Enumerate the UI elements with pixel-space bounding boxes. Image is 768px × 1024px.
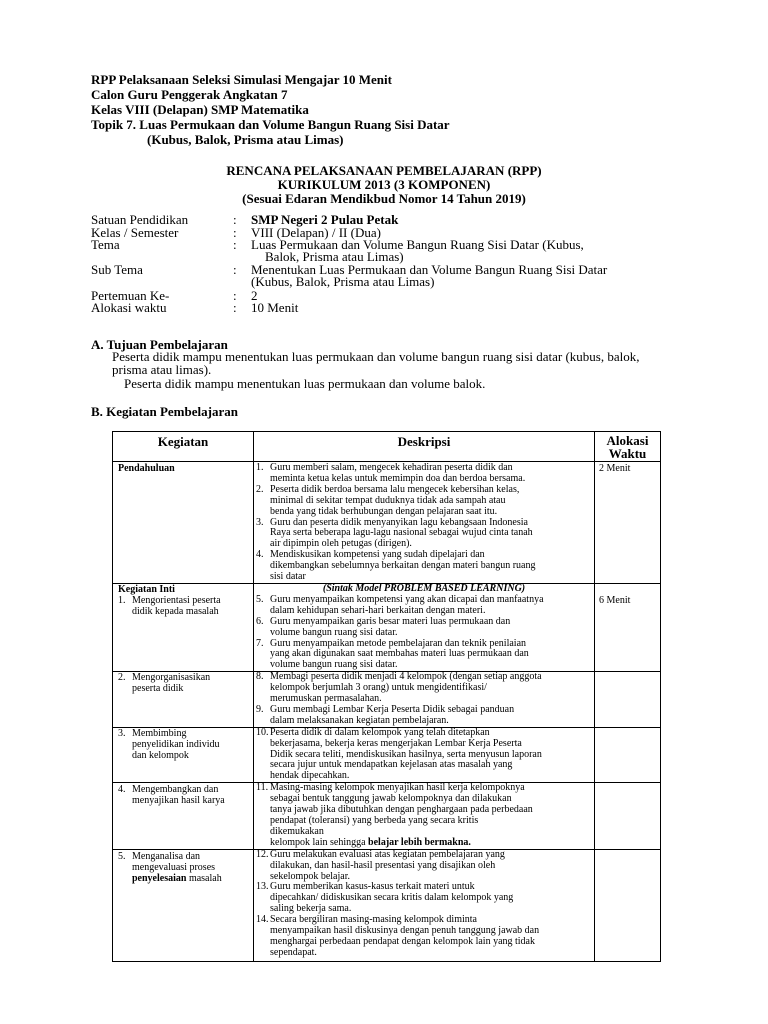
item-number: 9. — [256, 703, 264, 715]
item-line: sebagai bentuk tanggung jawab kelompoknya dan dilakukan — [270, 793, 512, 805]
item-line: menyampaikan hasil diskusinya dengan penuh tanggung jawab dan — [270, 925, 540, 937]
doc-title: RENCANA PELAKSANAAN PEMBELAJARAN (RPP) — [226, 163, 542, 178]
identity-sep: : — [233, 212, 237, 227]
list-item — [256, 915, 592, 959]
step — [118, 785, 253, 807]
identity-label: Kelas / Semester — [91, 225, 179, 240]
item-line: tanya jawab jika dibutuhkan dengan penghargaan pada perbedaan — [270, 804, 533, 816]
step-list — [256, 850, 592, 959]
item-number: 10. — [256, 726, 269, 738]
list-item — [256, 850, 592, 883]
table-row — [113, 583, 661, 671]
item-line: Secara bergiliran masing-masing kelompok diminta — [270, 914, 477, 926]
pendahuluan-description — [254, 462, 595, 584]
item-number: 13. — [256, 881, 269, 893]
identity-sep: : — [233, 262, 237, 277]
item-line: pendapat (toleransi) yang berbeda yang secara kritis — [270, 815, 479, 826]
step-cell — [113, 727, 254, 783]
item-line: sependapat. — [270, 946, 317, 958]
header-alokasi — [595, 432, 661, 462]
list-item — [256, 485, 592, 518]
list-item — [256, 463, 592, 485]
item-line — [270, 838, 592, 849]
item-line: Masing-masing kelompok menyajikan hasil kerja kelompoknya — [270, 782, 525, 794]
item-line: secara jujur untuk mendapatkan kejelasan atas masalah yang — [270, 759, 513, 771]
step-name-tail: masalah — [186, 872, 222, 884]
identity-value: SMP Negeri 2 Pulau Petak — [251, 212, 399, 227]
empty-time-cell — [595, 672, 661, 728]
item-line: sekelompok belajar. — [270, 870, 350, 882]
section-a-text: Peserta didik mampu menentukan luas permukaan dan volume bangun ruang sisi datar (kubus, balok, — [112, 349, 640, 364]
step-name-line: Menganalisa dan — [132, 850, 201, 862]
step-name — [132, 673, 210, 695]
item-number: 7. — [256, 637, 264, 649]
item-line: Peserta didik di dalam kelompok yang telah ditetapkan — [270, 726, 490, 738]
identity-value: Menentukan Luas Permukaan dan Volume Bangun Ruang Sisi Datar — [251, 262, 608, 277]
item-line: Raya serta beberapa lagu-lagu nasional sebagai wujud cinta tanah — [270, 527, 533, 539]
inti-label-cell — [113, 583, 254, 671]
item-number: 8. — [256, 671, 264, 683]
list-item — [256, 639, 592, 672]
item-number: 12. — [256, 848, 269, 860]
activity-table — [112, 431, 661, 962]
identity-value-cont: Balok, Prisma atau Limas) — [265, 249, 404, 264]
step-name-line: didik kepada masalah — [132, 605, 219, 617]
step-name-bold: penyelesaian — [132, 872, 187, 884]
step-description — [254, 727, 595, 783]
item-line: Guru melakukan evaluasi atas kegiatan pembelajaran yang — [270, 848, 505, 860]
step-name-line: peserta didik — [132, 683, 184, 695]
header-alokasi-line1: Alokasi — [606, 433, 649, 448]
identity-value: 2 — [251, 288, 258, 303]
list-item — [256, 595, 592, 617]
step — [118, 852, 253, 885]
identity-label: Pertemuan Ke- — [91, 288, 170, 303]
item-line: Didik secara teliti, mendiskusikan hasilnya, serta menyusun laporan — [270, 748, 542, 760]
empty-time-cell — [595, 727, 661, 783]
identity-sep: : — [233, 237, 237, 252]
identity-label: Satuan Pendidikan — [91, 212, 189, 227]
pendahuluan-label-cell — [113, 462, 254, 584]
empty-time-cell — [595, 849, 661, 961]
item-line: volume bangun ruang sisi datar. — [270, 659, 398, 671]
item-line: volume bangun ruang sisi datar. — [270, 626, 398, 638]
step-cell — [113, 672, 254, 728]
step-name — [132, 729, 220, 762]
step-list — [256, 672, 592, 727]
identity-label: Tema — [91, 237, 120, 252]
section-a-text-cont: prisma atau limas). — [112, 362, 212, 377]
table-row — [113, 783, 661, 849]
item-line: Guru memberikan kasus-kasus terkait materi untuk — [270, 881, 475, 893]
header-alokasi-line2: Waktu — [608, 446, 647, 461]
header-line-2: Calon Guru Penggerak Angkatan 7 — [91, 87, 288, 102]
section-a-text-2: Peserta didik mampu menentukan luas permukaan dan volume balok. — [124, 376, 486, 391]
header-deskripsi: Deskripsi — [254, 432, 595, 462]
table-row — [113, 727, 661, 783]
list-item — [256, 518, 592, 551]
item-line: dikembangkan sebelumnya berkaitan dengan materi bangun ruang — [270, 560, 536, 572]
empty-time-cell — [595, 783, 661, 849]
step-name — [132, 596, 221, 618]
item-line: merumuskan permasalahan. — [270, 693, 382, 705]
item-number: 2. — [256, 483, 264, 495]
identity-sep: : — [233, 225, 237, 240]
step-number: 3. — [118, 727, 126, 739]
item-line: benda yang tidak berhubungan dengan pelajaran saat itu. — [270, 505, 498, 517]
list-item — [256, 783, 592, 848]
step-name-line: Mengembangkan dan — [132, 784, 219, 796]
table-header-row — [113, 432, 661, 462]
step-description — [254, 783, 595, 849]
step-cell — [113, 849, 254, 961]
item-line: yang akan digunakan saat membahas materi luas permukaan dan — [270, 648, 529, 660]
list-item — [256, 705, 592, 727]
step-number: 5. — [118, 850, 126, 862]
item-number: 3. — [256, 516, 264, 528]
header-kegiatan: Kegiatan — [113, 432, 254, 462]
identity-sep: : — [233, 288, 237, 303]
header-line-4: Topik 7. Luas Permukaan dan Volume Bangun Ruang Sisi Datar — [91, 117, 450, 132]
step-number: 1. — [118, 594, 126, 606]
pendahuluan-list — [256, 463, 592, 583]
step-name-line: dan kelompok — [132, 749, 189, 761]
item-line: Guru menyampaikan kompetensi yang akan dicapai dan manfaatnya — [270, 593, 544, 605]
step-name — [132, 785, 225, 807]
sintak-label: (Sintak Model PROBLEM BASED LEARNING) — [322, 582, 526, 594]
inti-time: 6 Menit — [595, 583, 661, 671]
section-b-heading: B. Kegiatan Pembelajaran — [91, 404, 238, 419]
item-line: dikemukakan — [270, 825, 324, 837]
identity-value: Luas Permukaan dan Volume Bangun Ruang Sisi Datar (Kubus, — [251, 237, 584, 252]
step — [118, 729, 253, 762]
table-row — [113, 672, 661, 728]
section-a-heading: A. Tujuan Pembelajaran — [91, 337, 228, 352]
item-number: 5. — [256, 593, 264, 605]
step-description — [254, 672, 595, 728]
step-name-line: Mengorientasi peserta — [132, 594, 221, 606]
inti-description — [254, 583, 595, 671]
table-row — [113, 462, 661, 584]
identity-label: Alokasi waktu — [91, 300, 167, 315]
item-line: sisi datar — [270, 571, 306, 583]
list-item — [256, 882, 592, 915]
inti-step — [118, 596, 253, 618]
item-line: Membagi peserta didik menjadi 4 kelompok (dengan setiap anggota — [270, 671, 542, 683]
item-line: dilakukan, dan hasil-hasil presentasi yang disajikan oleh — [270, 859, 496, 871]
item-number: 14. — [256, 914, 269, 926]
item-line: dipecahkan/ didiskusikan secara kritis dalam kelompok yang — [270, 892, 514, 904]
item-number: 1. — [256, 462, 264, 473]
step-number: 2. — [118, 672, 126, 684]
item-line: Peserta didik berdoa bersama lalu mengecek kebersihan kelas, — [270, 483, 520, 495]
identity-value: VIII (Delapan) / II (Dua) — [251, 225, 381, 240]
identity-value-cont: (Kubus, Balok, Prisma atau Limas) — [251, 274, 435, 289]
list-item — [256, 617, 592, 639]
item-line: Mendiskusikan kompetensi yang sudah dipelajari dan — [270, 549, 485, 561]
step-list — [256, 783, 592, 848]
item-line: dalam kehidupan sehari-hari berkaitan dengan materi. — [270, 604, 486, 616]
header-line-1: RPP Pelaksanaan Seleksi Simulasi Mengajar 10 Menit — [91, 72, 392, 87]
pendahuluan-time: 2 Menit — [595, 462, 661, 584]
inti-label: Kegiatan Inti — [118, 583, 175, 595]
list-item — [256, 672, 592, 705]
item-line: saling bekerja sama. — [270, 903, 352, 915]
item-number: 6. — [256, 615, 264, 627]
header-line-5: (Kubus, Balok, Prisma atau Limas) — [147, 132, 344, 147]
identity-value: 10 Menit — [251, 300, 299, 315]
list-item — [256, 550, 592, 583]
item-line: Guru dan peserta didik menyanyikan lagu kebangsaan Indonesia — [270, 516, 528, 528]
item-line: menghargai perbedaan pendapat dengan kelompok lain yang tidak — [270, 935, 535, 947]
item-line-text: kelompok lain sehingga — [270, 836, 369, 848]
item-number: 11. — [256, 782, 269, 794]
item-line: Guru memberi salam, mengecek kehadiran peserta didik dan — [270, 462, 513, 473]
item-line: dalam melaksanakan kegiatan pembelajaran. — [270, 714, 449, 726]
item-line: hendak dipecahkan. — [270, 770, 350, 782]
step-name-line — [132, 874, 222, 885]
item-line: Guru menyampaikan metode pembelajaran dan teknik penilaian — [270, 637, 527, 649]
table-row — [113, 849, 661, 961]
item-line: minimal di sekitar tempat duduknya tidak ada sampah atau — [270, 494, 506, 506]
item-line: kelompok berjumlah 3 orang) untuk mengidentifikasi/ — [270, 682, 487, 694]
item-line: air dipimpin oleh petugas (dirigen). — [270, 538, 412, 550]
inti-list — [256, 595, 592, 671]
identity-label: Sub Tema — [91, 262, 143, 277]
step-number: 4. — [118, 784, 126, 796]
item-line: Guru menyampaikan garis besar materi luas permukaan dan — [270, 615, 511, 627]
step-name-line: Membimbing — [132, 727, 187, 739]
step-name-line: penyelidikan individu — [132, 738, 220, 750]
doc-subtitle: KURIKULUM 2013 (3 KOMPONEN) — [277, 177, 491, 192]
step-description — [254, 849, 595, 961]
header-line-3: Kelas VIII (Delapan) SMP Matematika — [91, 102, 309, 117]
doc-subtitle-2: (Sesuai Edaran Mendikbud Nomor 14 Tahun 2019) — [242, 191, 526, 206]
step-name-line: menyajikan hasil karya — [132, 795, 225, 807]
step-cell — [113, 783, 254, 849]
step-name — [132, 852, 222, 885]
item-line-emphasis: belajar lebih bermakna. — [368, 836, 471, 848]
item-line: bekerjasama, bekerja keras mengerjakan Lembar Kerja Peserta — [270, 737, 522, 749]
list-item — [256, 728, 592, 783]
step-list — [256, 728, 592, 783]
step-name-line: Mengorganisasikan — [132, 672, 211, 684]
item-line: meminta ketua kelas untuk memimpin doa dan berdoa bersama. — [270, 472, 526, 484]
step — [118, 673, 253, 695]
item-line: Guru membagi Lembar Kerja Peserta Didik sebagai panduan — [270, 703, 515, 715]
step-name-line: mengevaluasi proses — [132, 861, 216, 873]
identity-sep: : — [233, 300, 237, 315]
item-number: 4. — [256, 549, 264, 561]
pendahuluan-label: Pendahuluan — [118, 463, 175, 474]
